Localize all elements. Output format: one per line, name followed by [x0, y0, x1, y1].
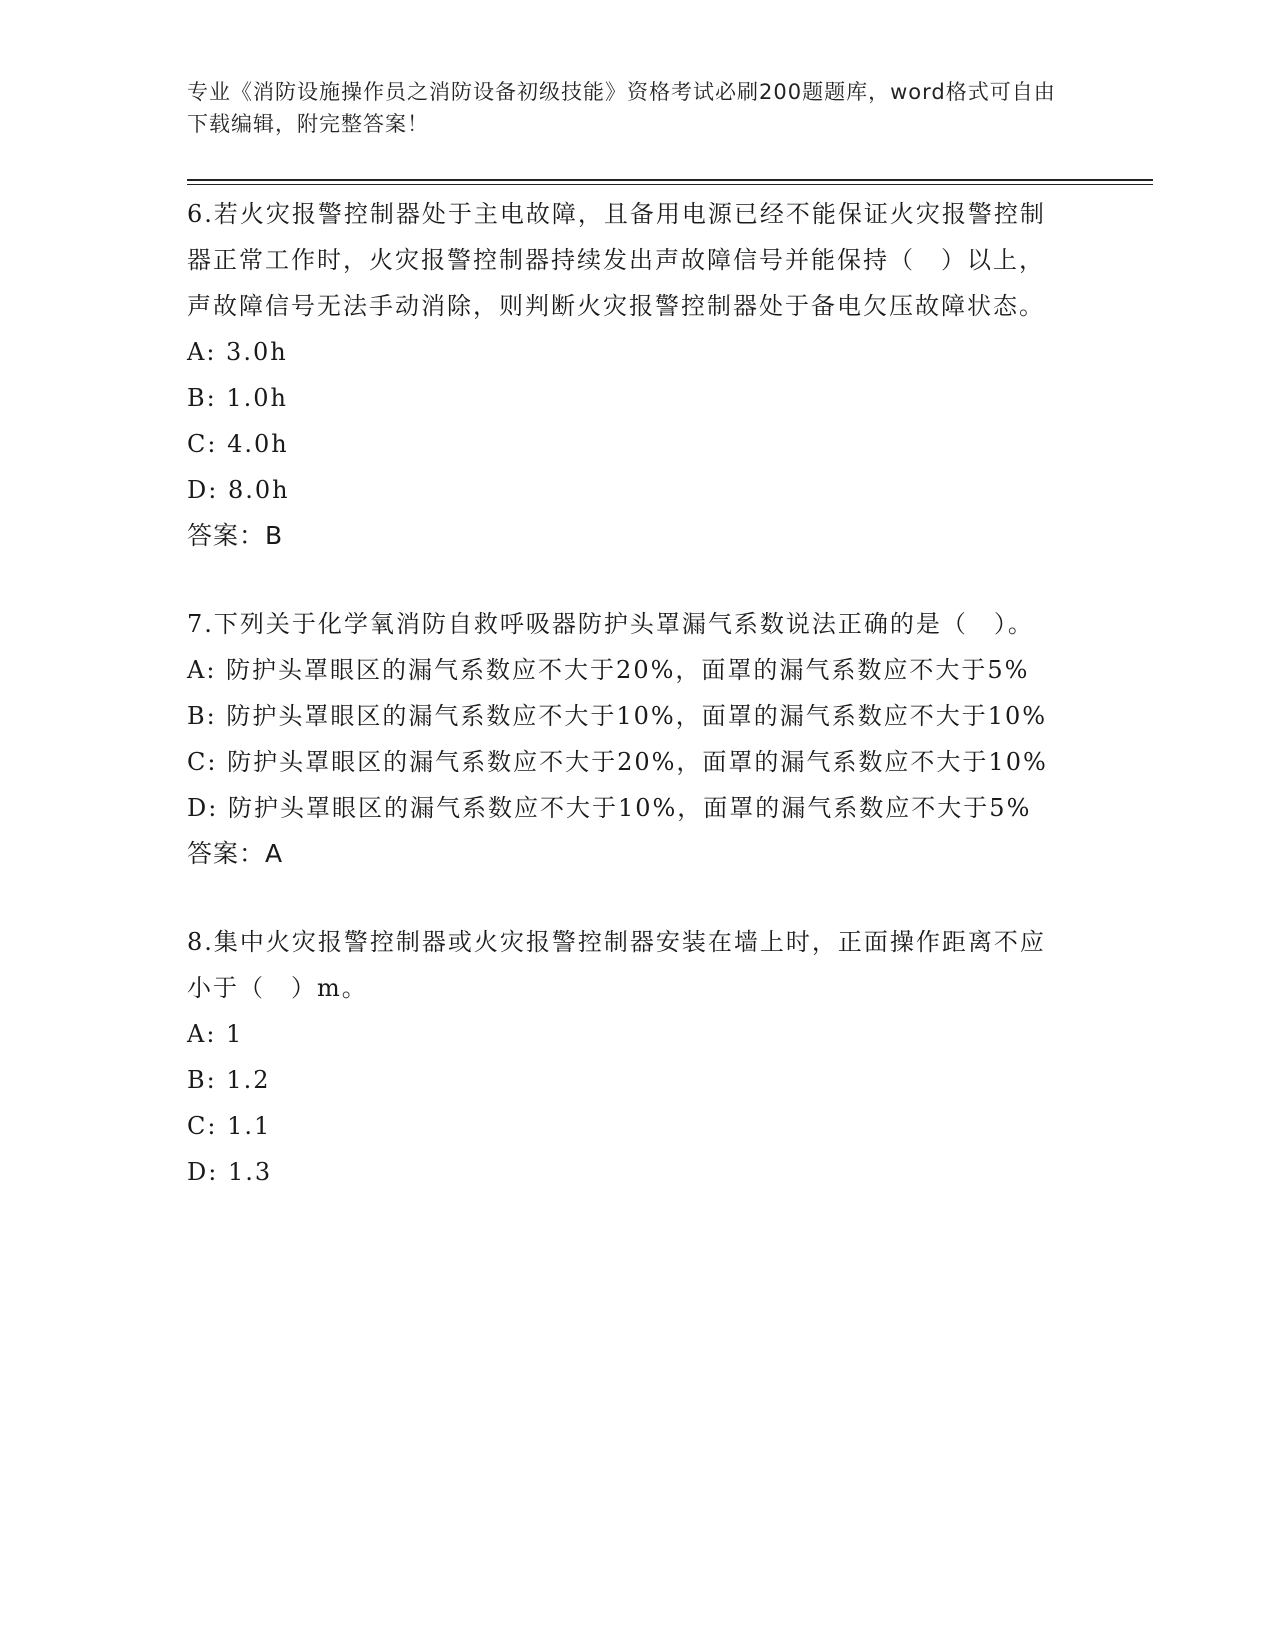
option-c: C: 1.1: [187, 1112, 272, 1140]
option-b: B: 1.0h: [187, 384, 288, 412]
question-list: [187, 191, 1067, 1237]
question-stem: 8.集中火灾报警控制器或火灾报警控制器安装在墙上时，正面操作距离不应小于（ ）m。: [187, 928, 1046, 1002]
document-header: 专业《消防设施操作员之消防设备初级技能》资格考试必刷200题题库，word格式可自由下载编辑，附完整答案！: [187, 80, 1056, 136]
option-c: C: 防护头罩眼区的漏气系数应不大于20%，面罩的漏气系数应不大于10%: [187, 748, 1048, 776]
option-a: A: 3.0h: [187, 338, 288, 366]
option-d: D: 防护头罩眼区的漏气系数应不大于10%，面罩的漏气系数应不大于5%: [187, 794, 1032, 822]
question-8: [187, 919, 1067, 1195]
question-stem: 6.若火灾报警控制器处于主电故障，且备用电源已经不能保证火灾报警控制器正常工作时，火灾报警控制器持续发出声故障信号并能保持（ ）以上，声故障信号无法手动消除，则判断火灾报警控制器处于备电欠压故障状态。: [187, 200, 1046, 320]
option-d: D: 1.3: [187, 1158, 273, 1186]
answer-line: 答案：B: [187, 521, 284, 550]
option-d: D: 8.0h: [187, 476, 290, 504]
option-b: B: 1.2: [187, 1066, 271, 1094]
header-rule-thick: [187, 179, 1153, 181]
answer-line: 答案：A: [187, 839, 284, 868]
option-a: A: 防护头罩眼区的漏气系数应不大于20%，面罩的漏气系数应不大于5%: [187, 656, 1030, 684]
option-a: A: 1: [187, 1020, 244, 1048]
question-7: [187, 601, 1067, 877]
question-stem: 7.下列关于化学氧消防自救呼吸器防护头罩漏气系数说法正确的是（ ）。: [187, 610, 1034, 638]
header-rule-thin: [187, 184, 1153, 185]
question-6: [187, 191, 1067, 559]
option-b: B: 防护头罩眼区的漏气系数应不大于10%，面罩的漏气系数应不大于10%: [187, 702, 1048, 730]
option-c: C: 4.0h: [187, 430, 289, 458]
